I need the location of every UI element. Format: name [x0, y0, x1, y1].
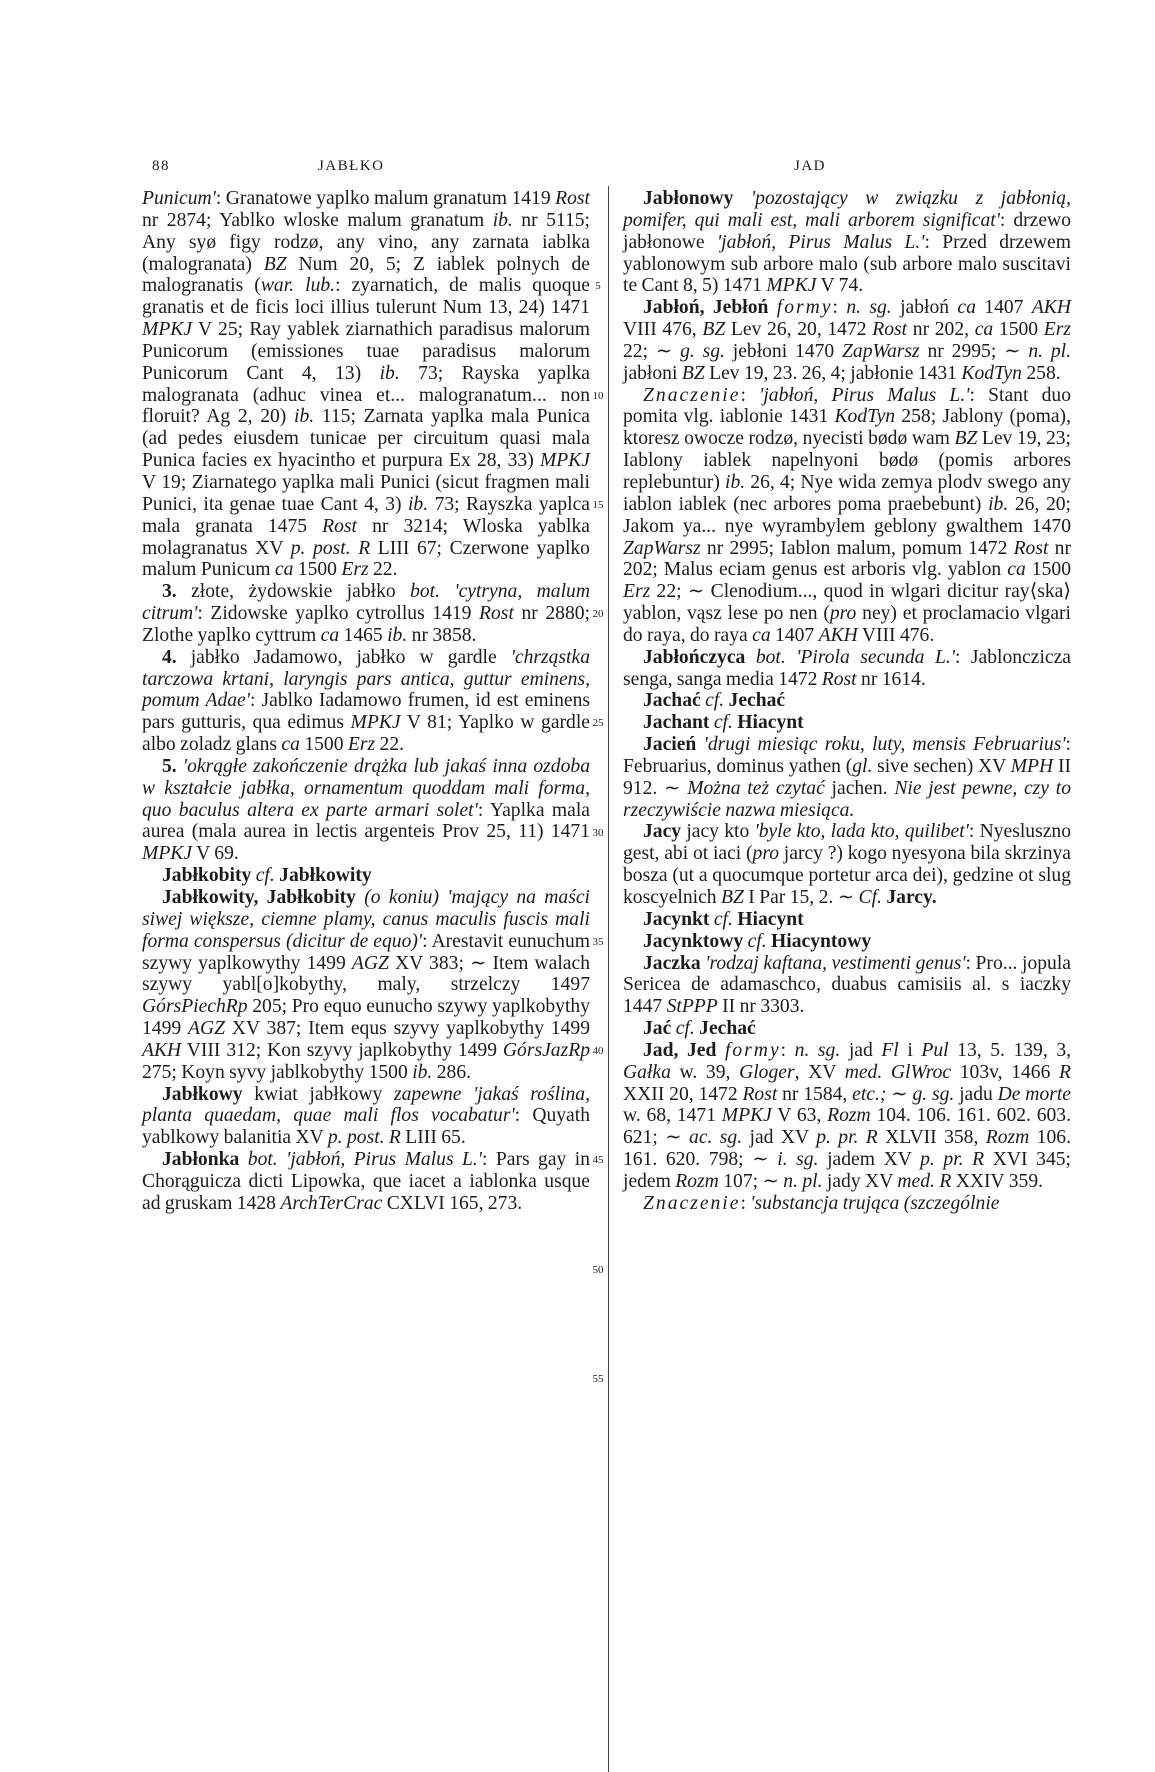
text-run: ib.	[725, 471, 746, 493]
line-number: 35	[592, 935, 604, 948]
text-run: jarcy ?) kogo nyesyona bila skrzinya bosza (ut a quocumque portetur arca dei), gedzine ot slug koscyelnich	[623, 843, 1071, 908]
text-run: V 19; Ziarnatego yaplka mali Punici (sicut fragmen mali Punici, ita genae tuae Cant 4, 3)	[142, 471, 590, 515]
text-run: ∼	[886, 1083, 913, 1105]
text-run: jadu	[954, 1083, 998, 1105]
text-run: p. post. R	[290, 537, 371, 559]
text-run: Erz	[623, 581, 651, 603]
text-run: nr 2995; ∼	[919, 340, 1029, 362]
text-run: XVI 345; jedem	[623, 1149, 1071, 1192]
column-divider	[608, 186, 609, 1772]
entry-jablko-sense-2-continued	[142, 188, 590, 581]
text-run: 1500	[1025, 559, 1071, 581]
text-run: Erz	[1043, 319, 1072, 341]
text-run: Rozm	[827, 1105, 871, 1127]
text-run: jebłoni 1470	[724, 340, 842, 362]
text-run: Erz	[347, 734, 376, 756]
entry-jablonowy	[623, 188, 1071, 297]
text-run: ac. sg.	[689, 1127, 743, 1149]
text-run: : drzewo jabłonowe	[623, 209, 1071, 253]
text-run: Rost	[821, 668, 857, 690]
text-run: V 69.	[192, 843, 239, 865]
text-run: n. sg.	[846, 297, 892, 319]
text-run: Rost	[555, 188, 590, 209]
text-run: V 74.	[816, 275, 864, 297]
text-run: cf.	[255, 865, 275, 887]
entry-jablko-sense-3	[142, 581, 590, 647]
entry-jachant	[623, 712, 1071, 734]
text-run: jady XV	[822, 1170, 898, 1192]
text-run: Rost	[1013, 537, 1049, 559]
text-run: nr 202,	[907, 319, 975, 341]
text-run: Nie jest pewne, czy to rzeczywiście nazwa miesiąca.	[623, 777, 1071, 821]
text-run: ArchTerCrac	[280, 1192, 383, 1214]
text-run: 258.	[1021, 362, 1061, 384]
text-run: :	[740, 384, 760, 406]
line-number: 15	[592, 498, 604, 511]
text-run: Jacy	[643, 821, 682, 843]
text-run: jacy kto	[681, 821, 755, 843]
text-run: Jarcy.	[886, 887, 937, 908]
text-run: : Zidowske yaplko cytrollus 1419	[197, 603, 480, 625]
text-run: 205; Pro equo eunucho szywy yaplkobythy 1499	[142, 996, 590, 1040]
text-run: Jechać	[699, 1018, 756, 1040]
text-run: Fl	[881, 1039, 899, 1061]
text-run: KodTyn	[961, 362, 1022, 384]
text-run: StPPP	[666, 996, 718, 1018]
text-run: ca	[752, 624, 771, 646]
text-run: GórsJazRp	[502, 1039, 590, 1061]
text-run: 'chrząstka tarczowa krtani, laryngis pars antica, guttur eminens, pomum Adae'	[142, 646, 590, 712]
text-run: ca	[281, 734, 300, 756]
text-run: : Nyesluszno gest, abi ot iaci (	[623, 821, 1071, 865]
text-run: 107; ∼	[718, 1170, 784, 1192]
text-run: 1500	[993, 319, 1044, 341]
entry-jablkowity	[142, 887, 590, 1084]
text-run	[733, 188, 751, 209]
text-run: Gloger	[739, 1061, 795, 1083]
text-run: g. sg.	[912, 1083, 955, 1105]
text-run: cf.	[675, 1018, 695, 1040]
line-number: 45	[592, 1154, 604, 1167]
text-run: ib.	[294, 406, 315, 428]
text-run: nr 5115; Any syø figy rodzø, any vino, any zarnata iablka (malogranata)	[142, 209, 590, 275]
line-number: 25	[592, 717, 604, 730]
text-run: 'rodzaj kaftana, vestimenti genus'	[705, 952, 966, 974]
text-run: Rozm	[985, 1127, 1030, 1149]
text-run: jabłoni	[623, 362, 682, 384]
text-run: jachen.	[824, 777, 895, 799]
entry-jaczka	[623, 953, 1071, 1019]
text-run: i	[898, 1039, 922, 1061]
entry-jablonka	[142, 1149, 590, 1215]
entry-jacynkt	[623, 909, 1071, 931]
line-number: 5	[595, 280, 601, 293]
text-run	[745, 647, 756, 668]
text-run: : Jablonczicza senga, sanga media 1472	[623, 646, 1071, 690]
text-run: XXII 20, 1472	[623, 1083, 743, 1105]
text-run: ib.	[387, 624, 408, 646]
text-run: Jabłkowy	[162, 1083, 243, 1105]
text-run: CXLVI 165, 273.	[382, 1192, 523, 1214]
text-run: : Pro... jopula Sericea de adamaschco, duabus camisiis al. s iaczky 1447	[623, 952, 1071, 1018]
entry-jad-meaning	[623, 1193, 1071, 1215]
text-run: 'okrągłe zakończenie drążka lub jakaś inna ozdoba w kształcie jabłka, ornamentum quoddam mali forma, quo baculus altera ex parte armari solet'	[142, 755, 590, 821]
text-run: (o koniu) 'mający na maści siwej większe, ciemne plamy, canus maculis fuscis mali forma conspersus (dicitur de equo)'	[142, 887, 590, 952]
text-run: Jabłoń, Jebłoń	[643, 297, 769, 319]
text-run: Cf.	[858, 887, 882, 908]
text-run: Hiacyntowy	[771, 930, 872, 952]
line-number: 20	[592, 608, 604, 621]
text-run: 'pozostający w związku z jabłonią, pomifer, qui mali est, mali arborem significat'	[623, 188, 1071, 231]
text-run: R	[1059, 1061, 1071, 1083]
text-run: 73; Rayszka yaplca mala granata 1475	[142, 493, 590, 537]
text-run: 5.	[162, 755, 177, 777]
text-run: V 25; Ray yablek ziarnathich paradisus malorum Punicorum (emissiones tuae paradisus malorum Punicorum Cant 4, 13)	[142, 319, 590, 384]
text-run: VIII 476,	[623, 319, 703, 341]
text-run: Jachant	[643, 712, 710, 734]
text-run: , XV	[794, 1061, 845, 1083]
text-run: LIII 67; Czerwone yaplko malum Punicum	[142, 537, 590, 581]
text-run: V 63,	[771, 1105, 828, 1127]
text-run: 22; ∼ Clenodium..., quod in wlgari dicitur ray⟨ska⟩ yablon, vąsz lese po nen (	[623, 581, 1071, 625]
text-run: Jachać	[643, 690, 701, 712]
text-run: nr 3858.	[407, 624, 477, 646]
text-run: 13, 5. 139, 3,	[948, 1039, 1072, 1061]
page-number: 88	[152, 158, 170, 174]
text-run: ib.	[492, 209, 513, 231]
text-run: Jechać	[728, 690, 786, 712]
text-run: AGZ	[351, 952, 389, 974]
text-run: 22; ∼	[623, 340, 681, 362]
text-run: : zyarnatich, de malis quoque granatis et de ficis loci illius tulerunt Num 13, 24) 1471	[142, 275, 590, 319]
text-run: p. pr. R	[920, 1149, 985, 1171]
text-run: : Quyath yablkowy balanitia XV	[142, 1105, 590, 1149]
text-run: nr 2880; Zlothe yaplko cyttrum	[142, 603, 590, 646]
text-run: sive sechen) XV	[872, 755, 1011, 777]
text-run: : Jablko Iadamowo frumen, id est eminens pars gutturis, qua edimus	[142, 690, 590, 734]
text-run: formy	[724, 1039, 781, 1061]
text-run: cf.	[713, 908, 733, 930]
text-run: kwiat jabłkowy	[242, 1083, 394, 1105]
text-run: BZ	[702, 319, 726, 341]
text-run: cf.	[713, 712, 733, 734]
text-run: Punicum'	[142, 188, 216, 209]
text-run: XV 383; ∼ Item walach szywy yabl[o]kobythy, maly, strzelczy 1497	[142, 952, 590, 996]
text-run: I Par 15, 2. ∼	[743, 887, 859, 908]
text-run: ca	[957, 297, 976, 319]
text-run: II nr 3303.	[717, 996, 805, 1018]
text-run: ib.	[412, 1061, 433, 1083]
entry-jablkobity	[142, 865, 590, 887]
text-run: 1465	[339, 624, 388, 646]
text-run: ib.	[988, 493, 1009, 515]
text-run: GórsPiechRp	[142, 996, 248, 1018]
text-run: jad XV	[742, 1127, 817, 1149]
entry-jablkowy	[142, 1084, 590, 1150]
text-run: 22.	[375, 734, 405, 756]
text-run: MPKJ	[350, 712, 401, 734]
text-run: LIII 65.	[400, 1127, 466, 1149]
text-run: 'drugi miesiąc roku, luty, mensis Februarius'	[703, 734, 1066, 756]
text-run: 104. 106. 161. 602. 603. 621; ∼	[623, 1105, 1071, 1149]
text-run: De morte	[997, 1083, 1072, 1105]
text-run: KodTyn	[834, 406, 896, 428]
text-run: Hiacynt	[737, 908, 804, 930]
text-run: 'byle kto, lada kto, quilibet'	[754, 821, 969, 843]
text-run: : Przed drzewem yablonowym sub arbore malo (sub arbore malo suscitavi te Cant 8, 5) 1471	[623, 231, 1071, 297]
text-run: BZ	[681, 362, 705, 384]
line-number: 30	[592, 826, 604, 839]
entry-jachac	[623, 690, 1071, 712]
text-run: II 912. ∼	[623, 755, 1071, 799]
text-run: 115; Zarnata yaplka mala Punica (ad pedes eiusdem tunicae per circuitum quasi mala Punica facies ex hyacintho et purpura Ex 28, 33)	[142, 406, 590, 472]
text-run: ca	[274, 559, 294, 581]
entry-jablon-forms	[623, 297, 1071, 384]
text-run: pro	[829, 603, 857, 625]
text-run: pro	[752, 843, 780, 865]
line-number: 55	[592, 1372, 604, 1385]
text-run: 286.	[432, 1061, 472, 1083]
text-run: gl.	[852, 755, 873, 777]
text-run: : Februarius, dominus yathen (	[623, 734, 1071, 777]
line-number: 10	[592, 389, 604, 402]
text-run: Gałka	[623, 1061, 671, 1083]
text-run: MPH	[1010, 755, 1054, 777]
line-number: 50	[592, 1263, 604, 1276]
text-run: n. pl.	[1028, 340, 1071, 362]
text-run: formy	[776, 297, 833, 319]
text-run: war. lub.	[260, 275, 336, 297]
entry-jablko-sense-4	[142, 647, 590, 756]
text-run: : Arestavit eunuchum szywy yaplkowythy 1499	[142, 930, 590, 974]
text-run: p. post. R	[327, 1127, 401, 1149]
text-run: med. GlWroc	[844, 1061, 952, 1083]
text-run: V 81; Yaplko w gardle albo zoladz glans	[142, 712, 590, 756]
text-run: med. R	[897, 1170, 952, 1192]
text-run: Hiacynt	[737, 712, 804, 734]
text-run: n. sg.	[794, 1039, 841, 1061]
text-run: 1407	[770, 624, 819, 646]
text-run: ib.	[379, 362, 400, 384]
text-run: AKH	[818, 624, 858, 646]
text-run: VIII 312; Kon szyvy japlkobythy 1499	[181, 1039, 503, 1061]
text-run: Rost	[322, 515, 357, 537]
entry-jacy	[623, 821, 1071, 908]
text-run: Jad, Jed	[643, 1039, 717, 1061]
text-run: Rozm	[675, 1170, 719, 1192]
text-run: Rost	[742, 1083, 778, 1105]
text-run: 26, 20; Jakom ya... nye wyrambylem geblony gwalthem 1470	[623, 493, 1071, 537]
text-run: MPKJ	[142, 843, 193, 865]
running-head-left: JABŁKO	[318, 158, 385, 174]
text-run: 258; Jablony (poma), ktoresz owocze rodzø, nyecisti bødø wam	[623, 406, 1071, 450]
text-run: BZ	[721, 887, 744, 908]
text-run: Jabłkowity, Jabłkobity	[162, 887, 356, 908]
entry-jac	[623, 1018, 1071, 1040]
entry-jacynktowy	[623, 931, 1071, 953]
text-run: 73; Rayska yaplka malogranata (adhuc vinea et... malogranatum... non floruit? Ag 2, 20)	[142, 362, 590, 428]
text-run: Jabłończyca	[643, 646, 746, 668]
text-run: Jabłonowy	[643, 188, 734, 209]
text-run: Znaczenie	[643, 384, 741, 406]
text-run: BZ	[954, 428, 978, 450]
text-run: bot. 'jabłoń, Pirus Malus L.'	[247, 1149, 482, 1171]
text-run: ca	[974, 319, 994, 341]
text-run: : Granatowe yaplko malum granatum 1419	[215, 188, 556, 209]
text-run	[716, 1040, 725, 1061]
text-run: MPKJ	[766, 275, 817, 297]
entry-jad-forms	[623, 1040, 1071, 1193]
text-run: Rost	[872, 319, 908, 341]
text-run: 'jabłoń, Pirus Malus L.'	[716, 231, 925, 253]
text-run: ZapWarsz	[623, 537, 701, 559]
text-run: AGZ	[187, 1018, 226, 1040]
entry-jablon-meaning	[623, 385, 1071, 647]
text-run: nr 202; Malus eciam genus est arboris vlg. yablon	[623, 537, 1071, 581]
text-run: Znaczenie	[643, 1192, 741, 1214]
text-run: Jać	[643, 1018, 672, 1040]
text-run: : Pars gay in Chorąguicza dicti Lipowka, que iacet a iablonka usque ad gruskam 1428	[142, 1149, 590, 1214]
text-run: MPKJ	[142, 319, 193, 341]
text-run: 3.	[162, 581, 177, 603]
text-run: Pul	[921, 1039, 949, 1061]
text-run: i. sg.	[777, 1149, 819, 1171]
entry-jacien	[623, 734, 1071, 821]
text-run: :	[780, 1039, 795, 1061]
text-run: :	[740, 1192, 751, 1214]
text-run: Jacynktowy	[643, 930, 744, 952]
text-run: 'substancja trująca (szczególnie	[750, 1192, 1000, 1214]
text-run: cf.	[747, 930, 767, 952]
text-run: 275; Koyn syvy jablkobythy 1500	[142, 1061, 413, 1083]
text-run: Jabłonka	[162, 1149, 240, 1171]
text-run: : Stant duo pomita vlg. iablonie 1431	[623, 384, 1072, 428]
text-run: 26, 4; Nye wida zemya plodv swego any iablon iablek (nec arbores poma praebebunt)	[623, 471, 1071, 515]
text-run: 1500	[293, 559, 342, 581]
text-run: nr 3214; Wloska yablka molagranatus XV	[142, 515, 590, 559]
text-run: VIII 476.	[857, 624, 935, 646]
text-run: 106. 161. 620. 798; ∼	[623, 1127, 1071, 1171]
text-run: Jabłkowity	[279, 865, 372, 887]
text-run: jadem XV	[818, 1149, 921, 1171]
text-run: ca	[1007, 559, 1026, 581]
text-run: ZapWarsz	[842, 340, 920, 362]
text-run: Lev 19, 23. 26, 4; jabłonie 1431	[704, 362, 962, 384]
text-run	[696, 734, 703, 755]
text-run: MPKJ	[721, 1105, 772, 1127]
text-run: Jabłkobity	[162, 865, 252, 887]
text-run: Jacynkt	[643, 908, 710, 930]
entry-jablonczyca	[623, 647, 1071, 691]
text-run: cf.	[705, 690, 725, 712]
text-run: Num 20, 5; Z iablek polnych de malogranatis (	[142, 253, 591, 297]
text-run: 4.	[162, 646, 177, 668]
text-run: etc.;	[852, 1083, 887, 1105]
text-run: 103v, 1466	[951, 1061, 1060, 1083]
right-column	[623, 188, 1071, 1215]
text-run: 'jabłoń, Pirus Malus L.'	[759, 384, 970, 406]
text-run: w. 68, 1471	[623, 1105, 722, 1127]
text-run: ib.	[407, 493, 429, 515]
text-run: Lev 26, 20, 1472	[725, 319, 873, 341]
text-run: jabłko Jadamowo, jabłko w gardle	[176, 646, 511, 668]
text-run: jad	[840, 1039, 882, 1061]
text-run: XXIV 359.	[951, 1170, 1044, 1192]
text-run: Można też czytać	[687, 777, 825, 799]
text-run: Lev 19, 23; Iablony iablek napelnyoni bødø (pomis arbores replebuntur)	[623, 428, 1071, 493]
text-run: 1407	[975, 297, 1032, 319]
text-run: MPKJ	[539, 450, 590, 472]
text-run: Jaczka	[643, 952, 701, 974]
text-run: 22.	[368, 559, 398, 581]
text-run: w. 39,	[670, 1061, 740, 1083]
text-run: 1500	[299, 734, 348, 756]
text-run: zapewne 'jakaś roślina, planta quaedam, quae mali flos vocabatur'	[142, 1083, 590, 1127]
text-run: BZ	[263, 253, 287, 275]
text-run: Jacień	[643, 734, 697, 756]
left-column	[142, 188, 590, 1215]
text-run	[239, 1149, 247, 1170]
text-run: :	[832, 297, 847, 319]
text-run: XV 387; Item equs szyvy yaplkobythy 1499	[225, 1018, 590, 1040]
text-run: AKH	[1031, 297, 1071, 319]
text-run: g. sg.	[680, 340, 725, 362]
text-run: złote, żydowskie jabłko	[176, 581, 411, 603]
text-run: AKH	[142, 1039, 182, 1061]
text-run: n. pl.	[783, 1170, 823, 1192]
text-run: Rost	[479, 603, 514, 625]
text-run: bot. 'Pirola secunda L.'	[755, 646, 955, 668]
text-run: ca	[320, 624, 340, 646]
text-run: nr 2874; Yablko wloske malum granatum	[142, 209, 493, 231]
text-run: ney) et proclamacio vlgari do raya, do raya	[623, 603, 1071, 646]
text-run: : Yaplka mala aurea (mala aurea in lectis argenteis Prov 25, 11) 1471	[142, 799, 590, 843]
entry-jablko-sense-5	[142, 756, 590, 865]
text-run: nr 2995; Iablon malum, pomum 1472	[700, 537, 1014, 559]
text-run: Erz	[341, 559, 369, 581]
line-number: 40	[592, 1045, 604, 1058]
text-run: bot. 'cytryna, malum citrum'	[142, 581, 590, 625]
text-run: XLVII 358,	[877, 1127, 986, 1149]
text-run: nr 1614.	[856, 668, 926, 690]
text-run: p. pr. R	[816, 1127, 878, 1149]
text-run	[768, 297, 776, 318]
running-head-right: JAD	[794, 158, 827, 174]
text-run: nr 1584,	[777, 1083, 853, 1105]
text-run: jabłoń	[891, 297, 958, 319]
